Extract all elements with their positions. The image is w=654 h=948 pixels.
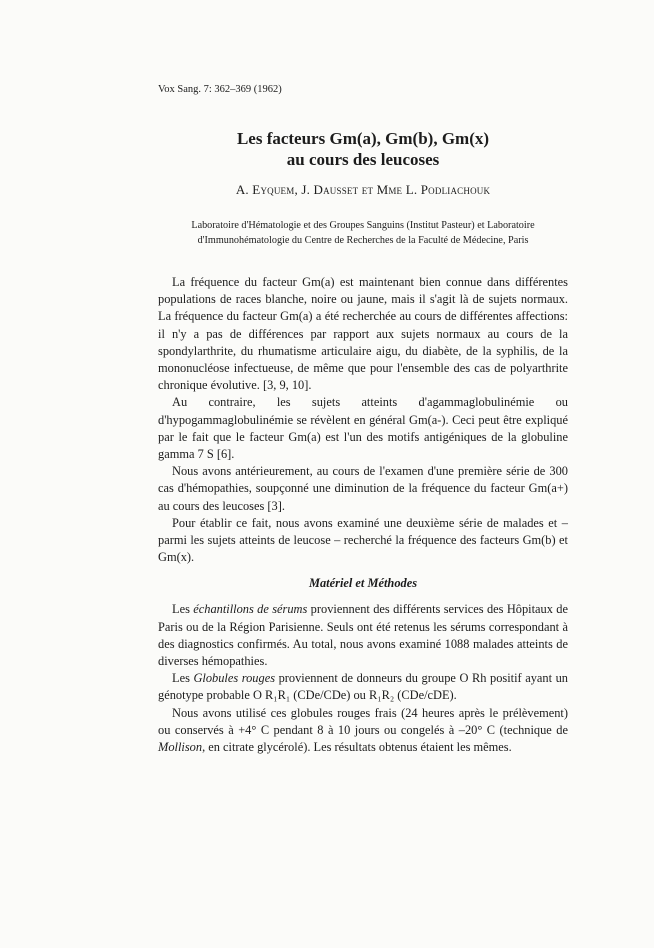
affiliation-line-1: Laboratoire d'Hématologie et des Groupes Sanguins (Institut Pasteur) et Laboratoire — [191, 220, 535, 231]
methods-paragraph — [158, 601, 568, 670]
text-segment: Les — [172, 602, 194, 617]
text-segment: Les — [172, 671, 194, 686]
article-title — [158, 128, 568, 170]
text-segment: , en citrate glycérolé). Les résultats obtenus étaient les mêmes. — [202, 740, 512, 755]
author-list: A. Eyquem, J. Dausset et Mme L. Podliachouk — [235, 182, 491, 197]
title-line-1: Les facteurs Gm(a), Gm(b), Gm(x) — [236, 129, 490, 148]
intro-paragraph: Pour établir ce fait, nous avons examiné une deuxième série de malades et – parmi les sujets atteints de leucose – recherché la fréquence des facteurs Gm(b) et Gm(x). — [158, 515, 568, 565]
intro-paragraph: Nous avons antérieurement, au cours de l'examen d'une première série de 300 cas d'hémopathies, soupçonné une diminution de la fréquence du facteur Gm(a+) au cours des leucoses [3]. — [158, 464, 568, 513]
title-line-2: au cours des leucoses — [286, 150, 440, 169]
intro-paragraph: La fréquence du facteur Gm(a) est maintenant bien connue dans différentes populations de races blanche, noire ou jaune, mais il s'agit là de sujets normaux. La fréquence du facteur Gm(a) a été recherchée au cours de différentes affections: il n'y a pas de différences par rapport aux sujets normaux au cours de la spondylarthrite, du rhumatisme articulaire aigu, du diabète, de la syphilis, de la mononucléose infectueuse, de même que pour l'ensemble des cas de polyarthrite chronique évolutive. [3, 9, 10]. — [158, 275, 568, 393]
intro-paragraph: Au contraire, les sujets atteints d'agammaglobulinémie ou d'hypogammaglobulinémie se révèlent en général Gm(a-). Ceci peut être expliqué par le fait que le facteur Gm(a) est l'un des motifs antigéniques de la globuline gamma 7 S [6]. — [158, 395, 568, 462]
section-heading: Matériel et Méthodes — [308, 576, 418, 591]
affiliation — [158, 218, 568, 248]
text-segment: Nous avons utilisé ces globules rouges frais (24 heures après le prélèvement) ou conservés à +4° C pendant 8 à 10 jours ou congelés à –20° C (technique de — [158, 705, 568, 737]
methods-paragraph — [158, 670, 568, 704]
emphasis-text: échantillons de sérums — [193, 602, 308, 617]
emphasis-text: Mollison — [158, 740, 203, 755]
text-segment: proviennent de donneurs du groupe O Rh positif ayant un génotype probable O R₁R₁ (CDe/CDe) ou R₁R₂ (CDe/cDE). — [158, 671, 569, 703]
journal-citation: Vox Sang. 7: 362–369 (1962) — [158, 84, 282, 95]
methods-paragraph — [158, 705, 568, 757]
text-segment: proviennent des différents services des Hôpitaux de Paris ou de la Région Parisienne. Seuls ont été retenus les sérums correspondant à des diagnostics confirmés. Au total, nous avons examiné 1088 malades atteints de diverses hémopathies. — [158, 602, 568, 669]
affiliation-line-2: d'Immunohématologie du Centre de Recherches de la Faculté de Médecine, Paris — [197, 235, 529, 246]
emphasis-text: Globules rouges — [193, 671, 276, 686]
